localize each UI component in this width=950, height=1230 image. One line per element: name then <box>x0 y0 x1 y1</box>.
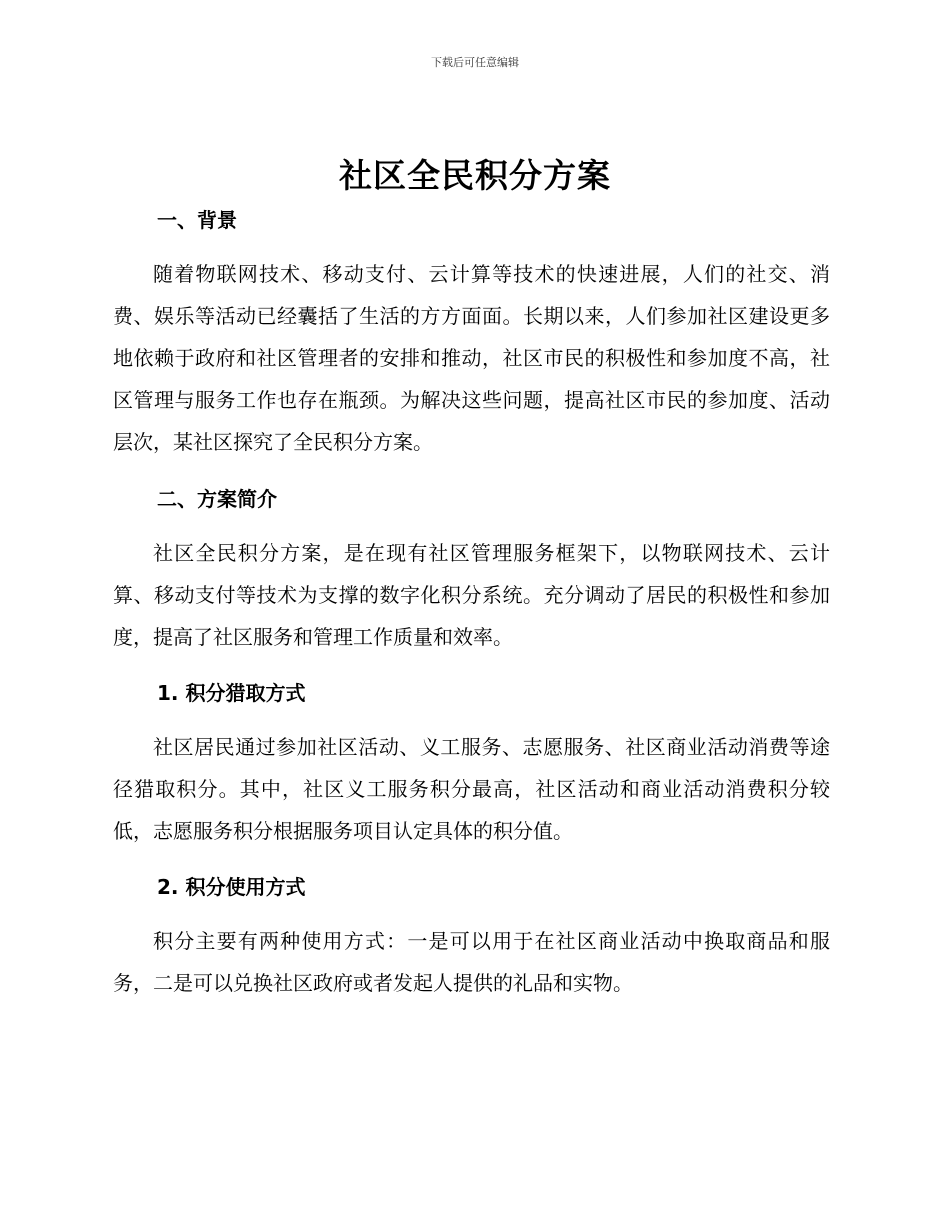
section-heading-usage: 2. 积分使用方式 <box>157 875 306 899</box>
section-heading-overview: 二、方案简介 <box>157 487 277 511</box>
section-paragraph-background: 随着物联网技术、移动支付、云计算等技术的快速进展，人们的社交、消费、娱乐等活动已经囊括了生活的方方面面。长期以来，人们参加社区建设更多地依赖于政府和社区管理者的安排和推动，社区市民的积极性和参加度不高，社区管理与服务工作也存在瓶颈。为解决这些问题，提高社区市民的参加度、活动层次，某社区探究了全民积分方案。 <box>113 262 830 454</box>
page-header-note: 下载后可任意编辑 <box>431 56 519 69</box>
document-title: 社区全民积分方案 <box>339 156 611 195</box>
section-heading-earning: 1. 积分猎取方式 <box>157 681 306 705</box>
section-paragraph-usage: 积分主要有两种使用方式：一是可以用于在社区商业活动中换取商品和服务，二是可以兑换社区政府或者发起人提供的礼品和实物。 <box>113 929 830 995</box>
section-heading-background: 一、背景 <box>157 208 237 232</box>
section-paragraph-earning: 社区居民通过参加社区活动、义工服务、志愿服务、社区商业活动消费等途径猎取积分。其中，社区义工服务积分最高，社区活动和商业活动消费积分较低，志愿服务积分根据服务项目认定具体的积分值。 <box>113 735 830 843</box>
section-paragraph-overview: 社区全民积分方案，是在现有社区管理服务框架下，以物联网技术、云计算、移动支付等技术为支撑的数字化积分系统。充分调动了居民的积极性和参加度，提高了社区服务和管理工作质量和效率。 <box>113 541 830 649</box>
